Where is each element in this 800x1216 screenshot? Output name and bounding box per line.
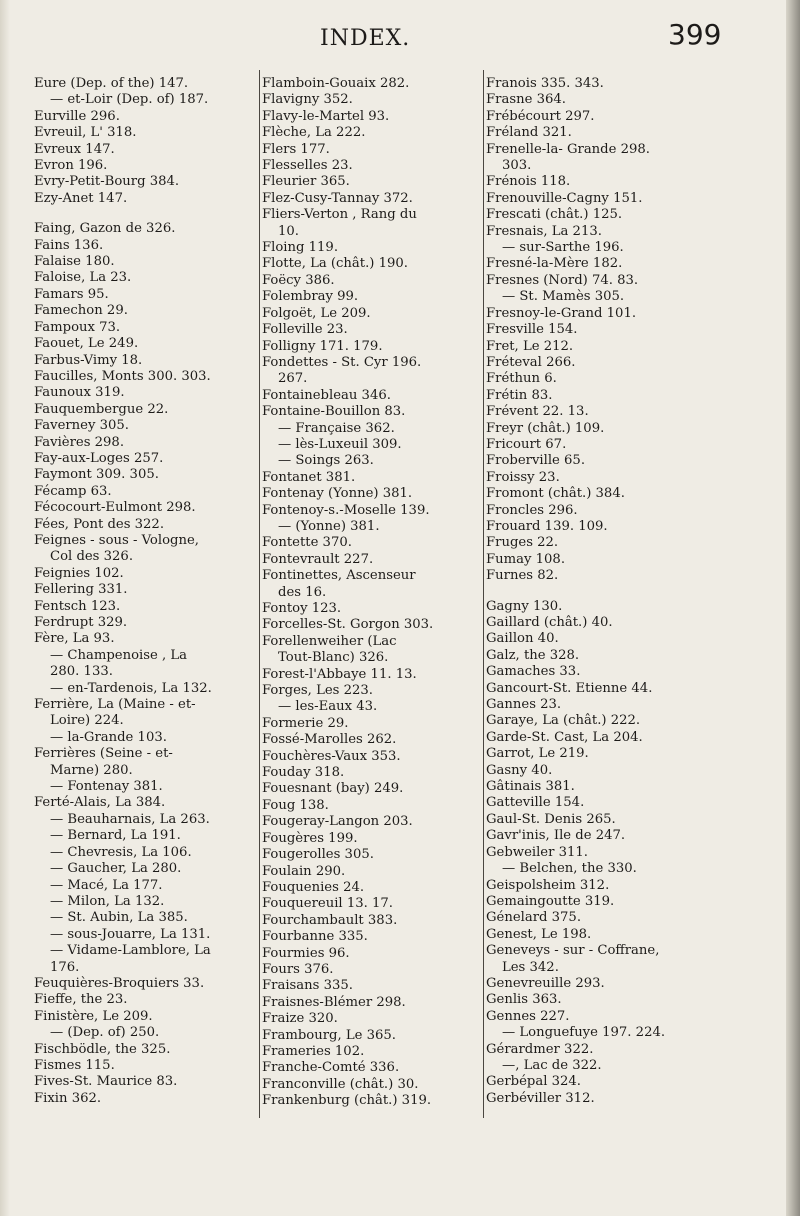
index-entry: Gâtinais 381. (486, 779, 575, 795)
index-entry: Fouchères-Vaux 353. (262, 748, 401, 764)
index-entry: Feuquières-Broquiers 33. (34, 975, 205, 991)
index-entry: Fraisnes-Blémer 298. (262, 994, 406, 1010)
index-entry: Geispolsheim 312. (486, 877, 610, 893)
index-entry: Fontette 370. (262, 535, 352, 551)
index-entry: Genevreuille 293. (486, 975, 605, 991)
index-entry: Gaillon 40. (486, 631, 559, 647)
index-entry: Fougères 199. (262, 830, 358, 846)
index-entry: Frétin 83. (486, 387, 553, 403)
index-entry: Geneveys - sur - Coffrane, (486, 943, 660, 959)
index-entry: Fampoux 73. (34, 319, 121, 335)
index-entry: Fourbanne 335. (262, 929, 368, 945)
index-entry: Ezy-Anet 147. (34, 190, 128, 206)
index-entry: Fours 376. (262, 961, 334, 977)
index-entry: Floing 119. (262, 240, 339, 256)
index-entry: Famechon 29. (34, 303, 128, 319)
index-entry: Franois 335. 343. (486, 76, 604, 91)
index-entry: Loire) 224. (50, 713, 124, 729)
index-entry: Frenouville-Cagny 151. (486, 190, 643, 206)
index-entry: Genest, Le 198. (486, 926, 592, 942)
index-entry: des 16. (278, 584, 327, 600)
index-entry: — St. Aubin, La 385. (50, 910, 188, 926)
index-entry: Evreuil, L' 318. (34, 125, 137, 141)
index-entry: Fourmies 96. (262, 945, 350, 961)
index-entry: Fresnes (Nord) 74. 83. (486, 272, 639, 288)
index-entry: Fleurier 365. (262, 174, 350, 190)
index-entry: Evreux 147. (34, 141, 115, 157)
index-entry: Marne) 280. (50, 762, 133, 778)
index-entry: Flesselles 23. (262, 158, 353, 174)
index-entry: — et-Loir (Dep. of) 187. (50, 92, 209, 108)
index-entry: — Fontenay 381. (50, 779, 163, 795)
index-entry: Ferté-Alais, La 384. (34, 795, 166, 811)
index-entry: — Gaucher, La 280. (50, 861, 182, 877)
index-entry: — sous-Jouarre, La 131. (50, 926, 211, 942)
index-entry: Flavigny 352. (262, 92, 353, 108)
index-entry: Fougeray-Langon 203. (262, 814, 413, 830)
index-entry: Fontenoy-s.-Moselle 139. (262, 502, 430, 518)
index-entry: Flez-Cusy-Tannay 372. (262, 190, 413, 206)
index-entry: — Belchen, the 330. (502, 861, 637, 877)
index-entry: — (Dep. of) 250. (50, 1025, 160, 1041)
index-entry: Feignies 102. (34, 565, 124, 581)
index-entry: —, Lac de 322. (502, 1057, 602, 1073)
index-entry: Faing, Gazon de 326. (34, 221, 176, 237)
index-entry: Forellenweiher (Lac (262, 633, 397, 649)
index-entry: Fret, Le 212. (486, 338, 574, 354)
index-entry: Fécamp 63. (34, 483, 112, 499)
index-entry: Fréteval 266. (486, 354, 576, 370)
index-entry: — (Yonne) 381. (278, 518, 380, 534)
index-entry: Frouard 139. 109. (486, 518, 608, 534)
index-entry: Frescati (chât.) 125. (486, 207, 623, 223)
index-entry: Flamboin-Gouaix 282. (262, 76, 410, 91)
index-entry: Foëcy 386. (262, 272, 335, 288)
index-entry: 267. (278, 371, 308, 387)
index-entry: Les 342. (502, 959, 559, 975)
index-entry: Fromont (chât.) 384. (486, 486, 625, 502)
index-entry: Froissy 23. (486, 469, 560, 485)
index-entry: Gérardmer 322. (486, 1041, 594, 1057)
index-entry: Fécocourt-Eulmont 298. (34, 500, 196, 516)
index-entry: Fontenay (Yonne) 381. (262, 486, 413, 502)
index-entry: Falaise 180. (34, 254, 115, 270)
section-gap (34, 207, 260, 221)
index-entry: — la-Grande 103. (50, 729, 167, 745)
index-entry: Gancourt-St. Etienne 44. (486, 680, 653, 696)
index-entry: Gerbéviller 312. (486, 1090, 595, 1106)
index-entry: Fréland 321. (486, 125, 572, 141)
index-entry: Fives-St. Maurice 83. (34, 1074, 178, 1090)
index-entry: Fontevrault 227. (262, 551, 374, 567)
page-gutter-shadow (0, 0, 10, 1216)
index-entry: Gaul-St. Denis 265. (486, 811, 616, 827)
index-entry: Fées, Pont des 322. (34, 516, 165, 532)
index-entry: Favières 298. (34, 434, 125, 450)
index-entry: Frameries 102. (262, 1043, 365, 1059)
index-entry: Furnes 82. (486, 568, 559, 584)
index-entry: Garde-St. Cast, La 204. (486, 729, 643, 745)
index-entry: Col des 326. (50, 549, 134, 565)
index-entry: Ferrière, La (Maine - et- (34, 697, 196, 713)
index-entry: Farbus-Vimy 18. (34, 352, 143, 368)
index-entry: Fréthun 6. (486, 371, 557, 387)
index-entry: Ferrières (Seine - et- (34, 746, 173, 762)
index-entry: Fruges 22. (486, 535, 559, 551)
index-entry: Formerie 29. (262, 715, 349, 731)
index-entry: — Milon, La 132. (50, 893, 165, 909)
index-entry: Gasny 40. (486, 762, 553, 778)
index-entry: Fauquembergue 22. (34, 401, 169, 417)
page-number: 399 (668, 18, 722, 51)
index-entry: — les-Eaux 43. (278, 699, 378, 715)
index-entry: Fismes 115. (34, 1057, 115, 1073)
index-entry: Forest-l'Abbaye 11. 13. (262, 666, 417, 682)
index-entry: Fumay 108. (486, 551, 566, 567)
index-entry: Faouet, Le 249. (34, 336, 139, 352)
index-column-1 (34, 76, 260, 1107)
index-entry: Fresnoy-le-Grand 101. (486, 305, 637, 321)
index-entry: Froncles 296. (486, 502, 578, 518)
index-entry: Famars 95. (34, 286, 109, 302)
index-entry: Foulain 290. (262, 863, 346, 879)
section-gap (486, 585, 776, 599)
index-entry: Gaillard (chât.) 40. (486, 615, 613, 630)
index-entry: Fouesnant (bay) 249. (262, 781, 404, 797)
index-entry: Fixin 362. (34, 1090, 102, 1106)
index-entry: Fontanet 381. (262, 469, 356, 485)
index-entry: Gemaingoutte 319. (486, 893, 615, 909)
index-entry: Fentsch 123. (34, 598, 121, 614)
index-entry: Fouquenies 24. (262, 879, 365, 895)
index-entry: Faloise, La 23. (34, 270, 132, 286)
index-entry: Flers 177. (262, 141, 330, 157)
page-header (0, 18, 800, 58)
page-title: INDEX. (320, 26, 411, 51)
index-entry: Folleville 23. (262, 322, 348, 338)
index-entry: Fresnais, La 213. (486, 223, 602, 239)
index-entry: Fains 136. (34, 237, 104, 253)
index-entry: Gagny 130. (486, 598, 563, 614)
index-entry: Freyr (chât.) 109. (486, 420, 605, 436)
index-entry: — sur-Sarthe 196. (502, 240, 624, 256)
index-entry: Fouquereuil 13. 17. (262, 896, 393, 912)
index-entry: Fouday 318. (262, 765, 345, 781)
index-entry: Fontoy 123. (262, 601, 342, 616)
index-entry: Eure (Dep. of the) 147. (34, 76, 189, 91)
index-entry: Eurville 296. (34, 108, 120, 124)
index-entry: Galz, the 328. (486, 647, 580, 663)
index-entry: Frénois 118. (486, 174, 571, 190)
index-column-2 (262, 76, 486, 1110)
index-entry: Frambourg, Le 365. (262, 1027, 396, 1043)
index-entry: Gerbépal 324. (486, 1074, 581, 1090)
index-entry: Fondettes - St. Cyr 196. (262, 354, 422, 370)
index-entry: — St. Mamès 305. (502, 289, 625, 305)
index-entry: — en-Tardenois, La 132. (50, 680, 212, 696)
index-entry: — Longuefuye 197. 224. (502, 1025, 666, 1041)
index-entry: Fricourt 67. (486, 436, 567, 452)
index-entry: Fresville 154. (486, 322, 578, 338)
index-entry: — Beauharnais, La 263. (50, 811, 210, 827)
index-entry: Evron 196. (34, 158, 108, 174)
index-entry: Flotte, La (chât.) 190. (262, 256, 408, 272)
index-column-3 (486, 76, 776, 1107)
index-entry: Foug 138. (262, 797, 329, 813)
index-entry: Fieffe, the 23. (34, 992, 128, 1008)
index-entry: — Française 362. (278, 420, 395, 436)
index-entry: Fontaine-Bouillon 83. (262, 404, 406, 420)
index-entry: Folligny 171. 179. (262, 338, 383, 354)
index-entry: Gamaches 33. (486, 664, 581, 680)
index-entry: Faunoux 319. (34, 385, 125, 401)
index-entry: Fischbödle, the 325. (34, 1041, 171, 1057)
index-entry: Forges, Les 223. (262, 683, 373, 699)
index-entry: Genlis 363. (486, 992, 562, 1008)
index-entry: Forcelles-St. Gorgon 303. (262, 617, 434, 633)
index-entry: Gatteville 154. (486, 795, 585, 811)
index-entry: Fère, La 93. (34, 631, 115, 647)
index-entry: — Champenoise , La (50, 647, 187, 663)
index-entry: Evry-Petit-Bourg 384. (34, 174, 180, 190)
index-entry: Flavy-le-Martel 93. (262, 108, 390, 124)
page-edge (786, 0, 800, 1216)
index-entry: 280. 133. (50, 664, 113, 680)
index-entry: Frasne 364. (486, 92, 566, 108)
index-entry: 10. (278, 223, 299, 239)
index-entry: Feignes - sous - Vologne, (34, 532, 199, 548)
index-entry: Finistère, Le 209. (34, 1008, 153, 1024)
index-entry: Gannes 23. (486, 697, 562, 713)
index-entry: Génelard 375. (486, 910, 582, 926)
index-entry: Frévent 22. 13. (486, 404, 589, 420)
index-entry: Frankenburg (chât.) 319. (262, 1093, 432, 1109)
index-entry: Fourchambault 383. (262, 912, 398, 928)
index-entry: Flèche, La 222. (262, 125, 366, 141)
index-entry: Franche-Comté 336. (262, 1060, 400, 1076)
index-entry: Folembray 99. (262, 289, 359, 305)
index-entry: Fresné-la-Mère 182. (486, 256, 623, 272)
index-entry: Ferdrupt 329. (34, 615, 128, 630)
index-entry: — Soings 263. (278, 453, 374, 469)
index-entry: Faverney 305. (34, 418, 129, 434)
index-entry: — lès-Luxeuil 309. (278, 436, 402, 452)
index-entry: 303. (502, 158, 532, 174)
index-entry: Franconville (chât.) 30. (262, 1076, 419, 1092)
index-entry: Faucilles, Monts 300. 303. (34, 368, 211, 384)
index-entry: Fellering 331. (34, 582, 128, 598)
index-entry: Folgoët, Le 209. (262, 305, 371, 321)
index-entry: Fossé-Marolles 262. (262, 732, 397, 748)
index-entry: — Chevresis, La 106. (50, 844, 192, 860)
index-entry: Gebweiler 311. (486, 844, 588, 860)
index-entry: Froberville 65. (486, 453, 586, 469)
index-entry: — Macé, La 177. (50, 877, 163, 893)
index-entry: Fontainebleau 346. (262, 387, 391, 403)
index-entry: Fontinettes, Ascenseur (262, 568, 416, 584)
index-entry: Gennes 227. (486, 1008, 570, 1024)
index-entry: Fay-aux-Loges 257. (34, 450, 164, 466)
index-entry: 176. (50, 959, 80, 975)
index-entry: Tout-Blanc) 326. (278, 650, 389, 666)
index-entry: Gavr'inis, Ile de 247. (486, 828, 626, 844)
index-entry: — Bernard, La 191. (50, 828, 181, 844)
index-entry: — Vidame-Lamblore, La (50, 943, 211, 959)
index-entry: Fliers-Verton , Rang du (262, 207, 417, 223)
index-entry: Faymont 309. 305. (34, 467, 159, 483)
index-entry: Garrot, Le 219. (486, 746, 589, 762)
index-entry: Garaye, La (chât.) 222. (486, 713, 641, 729)
index-entry: Fougerolles 305. (262, 847, 374, 863)
index-entry: Fraize 320. (262, 1011, 338, 1027)
index-entry: Frébécourt 297. (486, 108, 595, 124)
index-entry: Frenelle-la- Grande 298. (486, 141, 650, 157)
index-entry: Fraisans 335. (262, 978, 353, 994)
